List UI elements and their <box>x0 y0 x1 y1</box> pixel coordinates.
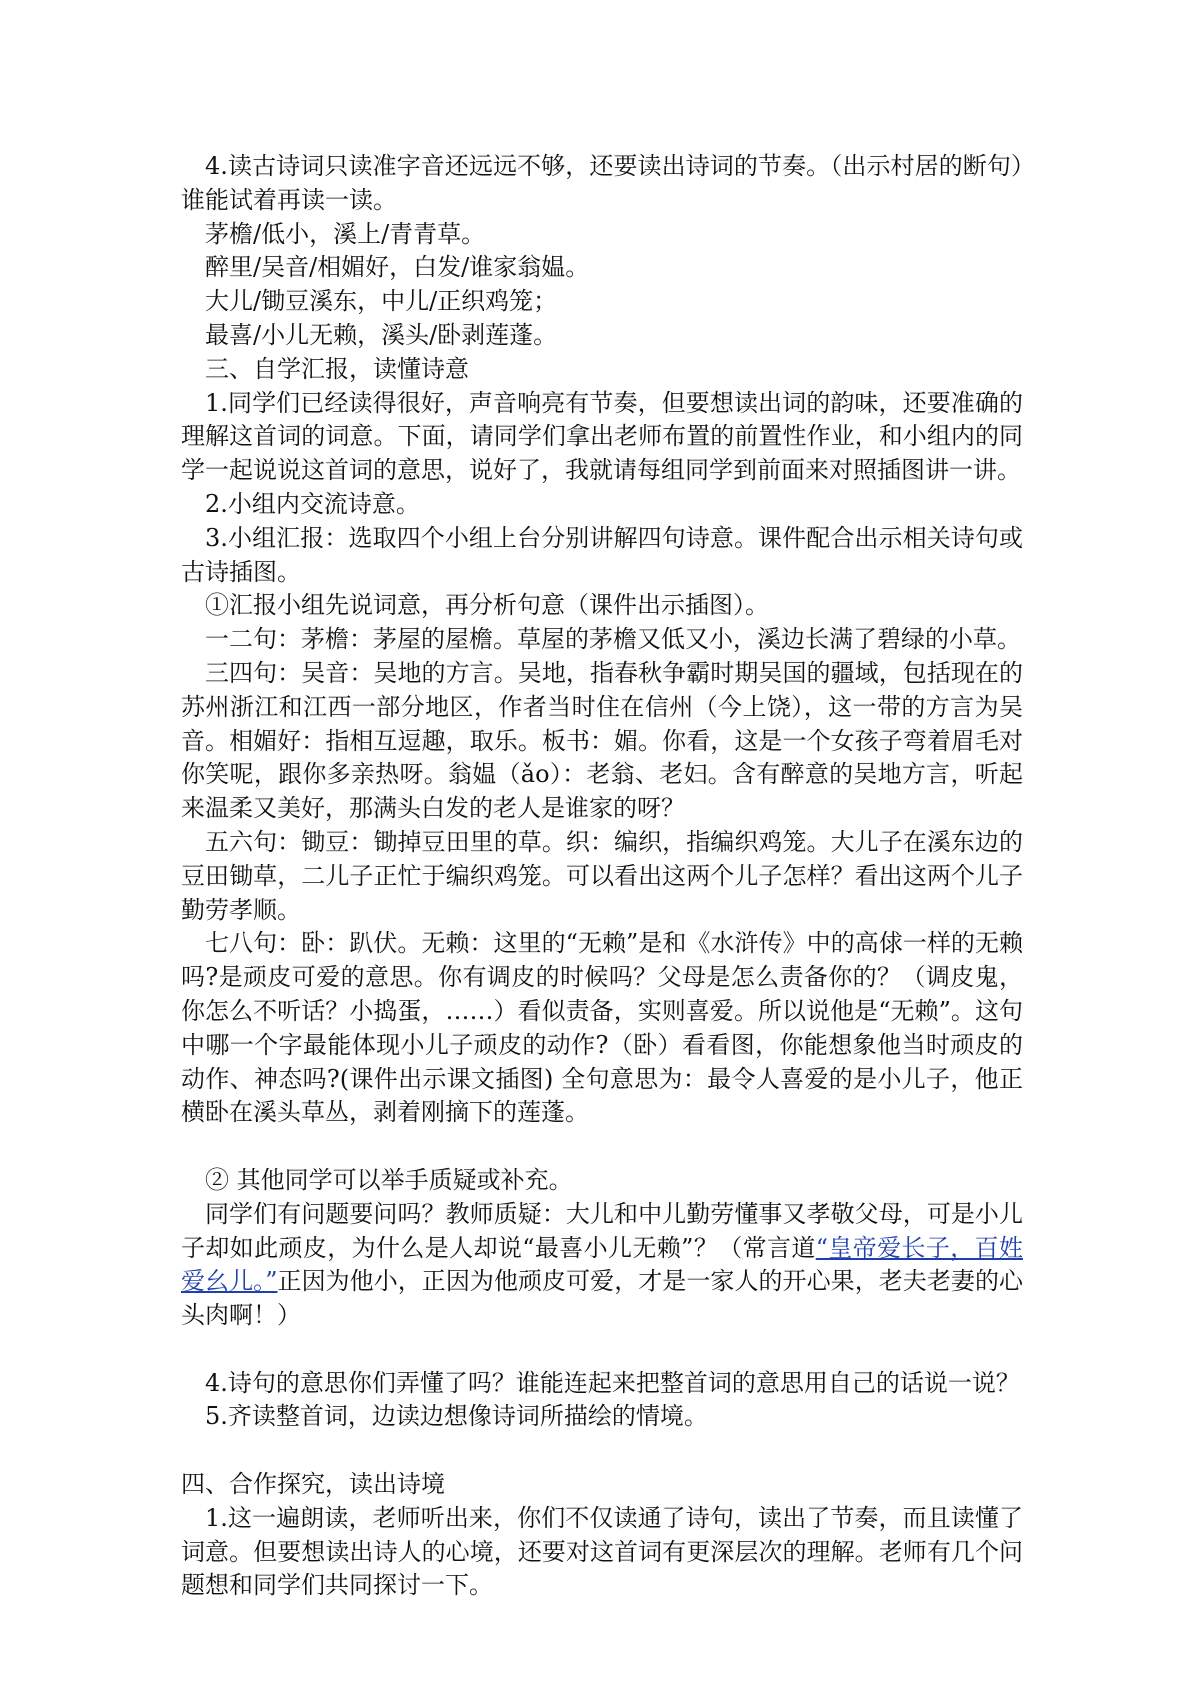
blank-line <box>181 1130 1023 1164</box>
paragraph-question <box>181 1198 1023 1333</box>
question-text-end: 正因为他小，正因为他顽皮可爱，才是一家人的开心果，老夫老妻的心头肉啊！） <box>181 1267 1023 1330</box>
document-body <box>181 150 1023 1603</box>
section-heading-4: 四、合作探究，读出诗境 <box>181 1470 445 1499</box>
paragraph-read-rhythm: 4.读古诗词只读准字音还远远不够，还要读出诗词的节奏。（出示村居的断句）谁能试着再读一读。 <box>181 152 1023 214</box>
question-text: 同学们有问题要问吗？教师质疑：大儿和中儿勤劳懂事又孝敬父母，可是小儿子却如此顽皮，为什么是人却说“最喜小儿无赖”？（常言道 <box>181 1199 1023 1262</box>
poem-line-4: 最喜/小儿无赖，溪头/卧剥莲蓬。 <box>205 320 558 349</box>
paragraph-step-1: 1.同学们已经读得很好，声音响亮有节奏，但要想读出词的韵味，还要准确的理解这首词的词意。下面，请同学们拿出老师布置的前置性作业，和小组内的同学一起说说这首词的意思，说好了，我就请每组同学到前面来对照插图讲一讲。 <box>181 388 1023 485</box>
section-heading-3: 三、自学汇报，读懂诗意 <box>205 354 469 383</box>
poem-line-1: 茅檐/低小，溪上/青青草。 <box>205 219 486 248</box>
paragraph-lines-1-2: 一二句：茅檐：茅屋的屋檐。草屋的茅檐又低又小，溪边长满了碧绿的小草。 <box>205 625 1021 654</box>
paragraph-lines-3-4: 三四句：吴音：吴地的方言。吴地，指春秋争霸时期吴国的疆域，包括现在的苏州浙江和江西一部分地区，作者当时住在信州（今上饶），这一带的方言为吴音。相媚好：指相互逗趣，取乐。板书：媚。你看，这是一个女孩子弯着眉毛对你笑呢，跟你多亲热呀。翁媪（ǎo）：老翁、老妇。含有醉意的吴地方言，听起来温柔又美好，那满头白发的老人是谁家的呀？ <box>181 658 1023 823</box>
poem-line-2: 醉里/吴音/相媚好，白发/谁家翁媪。 <box>205 253 590 282</box>
paragraph-lines-5-6: 五六句：锄豆：锄掉豆田里的草。织：编织，指编织鸡笼。大儿子在溪东边的豆田锄草，二儿子正忙于编织鸡笼。可以看出这两个儿子怎样？看出这两个儿子勤劳孝顺。 <box>181 827 1023 924</box>
paragraph-report-1: ①汇报小组先说词意，再分析句意（课件出示插图）。 <box>205 591 769 620</box>
blank-line <box>181 1333 1023 1367</box>
paragraph-explore-1: 1.这一遍朗读，老师听出来，你们不仅读通了诗句，读出了节奏，而且读懂了词意。但要想读出诗人的心境，还要对这首词有更深层次的理解。老师有几个问题想和同学们共同探讨一下。 <box>181 1503 1023 1600</box>
blank-line <box>181 1434 1023 1468</box>
paragraph-lines-7-8: 七八句：卧：趴伏。无赖：这里的“无赖”是和《水浒传》中的高俅一样的无赖吗?是顽皮可爱的意思。你有调皮的时候吗？父母是怎么责备你的？（调皮鬼，你怎么不听话？小捣蛋，……）看似责备，实则喜爱。所以说他是“无赖”。这句中哪一个字最能体现小儿子顽皮的动作?（卧）看看图，你能想象他当时顽皮的动作、神态吗?(课件出示课文插图) 全句意思为：最令人喜爱的是小儿子，他正横卧在溪头草丛，剥着刚摘下的莲蓬。 <box>181 929 1023 1127</box>
paragraph-report-2: ② 其他同学可以举手质疑或补充。 <box>205 1165 573 1194</box>
paragraph-step-3: 3.小组汇报：选取四个小组上台分别讲解四句诗意。课件配合出示相关诗句或古诗插图。 <box>181 523 1023 586</box>
paragraph-step-4: 4.诗句的意思你们弄懂了吗？谁能连起来把整首词的意思用自己的话说一说？ <box>205 1368 1020 1397</box>
proverb-link[interactable]: “皇帝爱长子，百姓爱幺儿。” <box>181 1233 1023 1296</box>
paragraph-step-2: 2.小组内交流诗意。 <box>205 489 420 518</box>
poem-line-3: 大儿/锄豆溪东，中儿/正织鸡笼； <box>205 287 558 316</box>
paragraph-step-5: 5.齐读整首词，边读边想像诗词所描绘的情境。 <box>205 1402 708 1431</box>
